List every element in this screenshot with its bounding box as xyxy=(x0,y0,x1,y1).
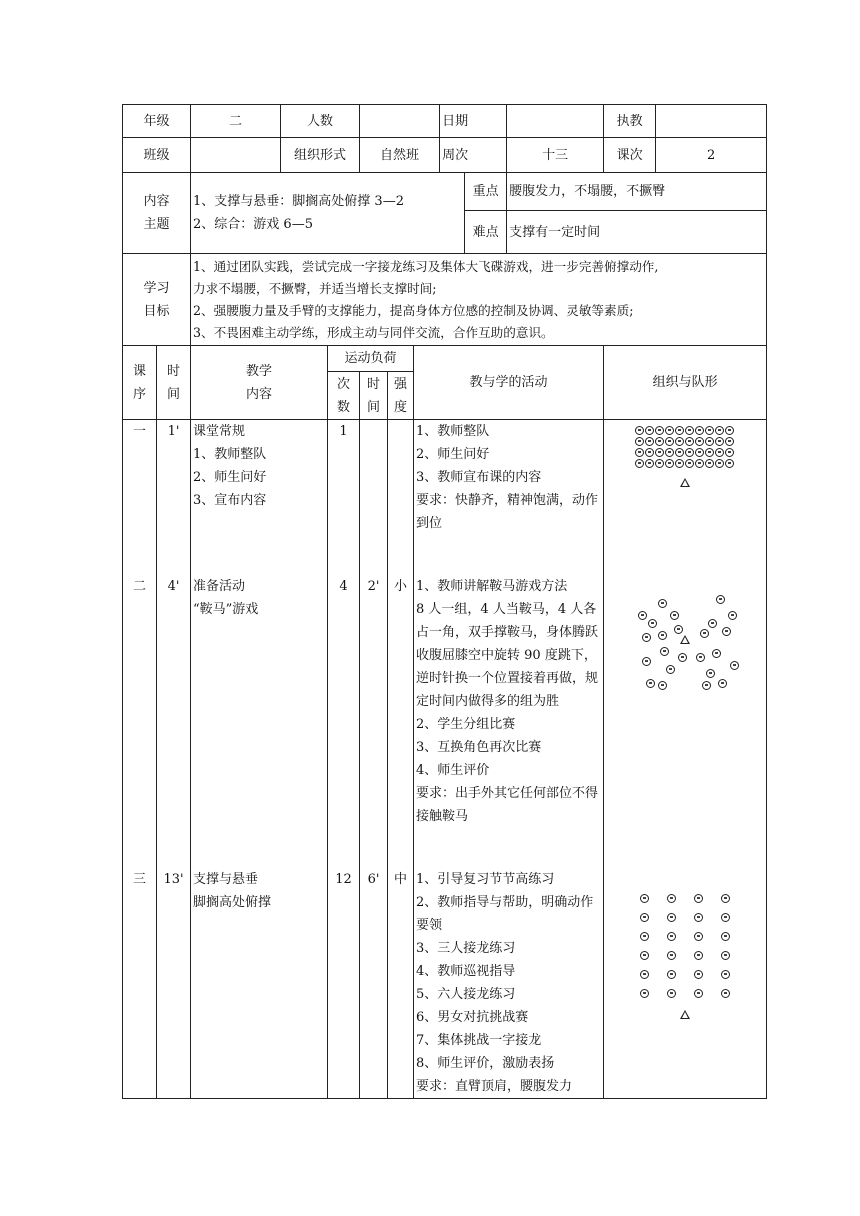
goals-lines: 1、通过团队实践，尝试完成一字接龙练习及集体大飞碟游戏，进一步完善俯撑动作, 力求不塌腰，不撅臀，并适当增长支撑时间; 2、强腰腹力量及手臂的支撑能力，提高身体方位感的控制及协调、灵敏等素质; 3、不畏困难主动学练，形成主动与同伴交流，合作互助的意识。 xyxy=(191,254,767,346)
key-label: 重点 xyxy=(465,173,507,211)
date-value xyxy=(507,105,604,138)
student-smiley-icon xyxy=(708,619,717,628)
student-smiley-icon xyxy=(700,629,709,638)
student-smiley-icon xyxy=(635,426,644,435)
student-smiley-icon xyxy=(635,459,644,468)
student-smiley-icon xyxy=(722,627,731,636)
col-intensity: 强 度 xyxy=(388,372,414,420)
student-smiley-icon xyxy=(696,653,705,662)
student-smiley-icon xyxy=(665,426,674,435)
student-smiley-icon xyxy=(702,681,711,690)
student-smiley-icon xyxy=(645,437,654,446)
student-smiley-icon xyxy=(667,932,676,941)
student-smiley-icon xyxy=(715,459,724,468)
student-smiley-icon xyxy=(695,437,704,446)
activity-3: 1、引导复习节节高练习 2、教师指导与帮助，明确动作 要领 3、三人接龙练习 4、教师巡视指导 5、六人接龙练习 6、男女对抗挑战赛 7、集体挑战一字接龙 8、师生评价，激励表扬 要求：直臂顶肩，腰腹发力 xyxy=(416,872,594,1094)
student-smiley-icon xyxy=(667,913,676,922)
col-reps: 次 数 xyxy=(328,372,360,420)
student-smiley-icon xyxy=(660,647,669,656)
student-smiley-icon xyxy=(640,970,649,979)
student-smiley-icon xyxy=(715,437,724,446)
student-smiley-icon xyxy=(715,426,724,435)
student-smiley-icon xyxy=(694,951,703,960)
student-smiley-icon xyxy=(705,426,714,435)
formation-3-grid xyxy=(604,894,766,998)
student-smiley-icon xyxy=(725,426,734,435)
student-smiley-icon xyxy=(694,970,703,979)
lesson-label: 课次 xyxy=(604,138,656,173)
student-smiley-icon xyxy=(721,989,730,998)
student-smiley-icon xyxy=(640,894,649,903)
student-smiley-icon xyxy=(655,426,664,435)
student-smiley-icon xyxy=(695,448,704,457)
student-smiley-icon xyxy=(694,913,703,922)
student-smiley-icon xyxy=(716,595,725,604)
student-smiley-icon xyxy=(730,661,739,670)
student-smiley-icon xyxy=(667,970,676,979)
student-smiley-icon xyxy=(725,459,734,468)
section-contents xyxy=(191,420,328,1099)
student-smiley-icon xyxy=(645,448,654,457)
formation-2-cluster xyxy=(630,589,740,694)
section-times: 1' 4' 13' xyxy=(157,420,191,1099)
student-smiley-icon xyxy=(721,913,730,922)
week-value: 十三 xyxy=(507,138,604,173)
student-smiley-icon xyxy=(665,437,674,446)
grade-label: 年级 xyxy=(123,105,191,138)
student-smiley-icon xyxy=(667,951,676,960)
student-smiley-icon xyxy=(667,989,676,998)
student-smiley-icon xyxy=(642,633,651,642)
student-smiley-icon xyxy=(715,448,724,457)
student-smiley-icon xyxy=(638,611,647,620)
student-smiley-icon xyxy=(645,426,654,435)
count-value xyxy=(360,105,440,138)
student-smiley-icon xyxy=(721,894,730,903)
student-smiley-icon xyxy=(685,448,694,457)
student-smiley-icon xyxy=(725,448,734,457)
student-smiley-icon xyxy=(712,649,721,658)
student-smiley-icon xyxy=(645,459,654,468)
student-smiley-icon xyxy=(665,448,674,457)
student-smiley-icon xyxy=(655,459,664,468)
activity-1: 1、教师整队 2、师生问好 3、教师宣布课的内容 要求：快静齐，精神饱满，动作 到位 xyxy=(416,424,599,531)
student-smiley-icon xyxy=(640,913,649,922)
student-smiley-icon xyxy=(640,932,649,941)
student-smiley-icon xyxy=(694,894,703,903)
week-label: 周次 xyxy=(440,138,507,173)
class-value xyxy=(191,138,281,173)
student-smiley-icon xyxy=(721,932,730,941)
student-smiley-icon xyxy=(640,989,649,998)
lesson-value: 2 xyxy=(656,138,767,173)
student-smiley-icon xyxy=(642,657,651,666)
student-smiley-icon xyxy=(705,448,714,457)
student-smiley-icon xyxy=(685,437,694,446)
goals-label: 学习 目标 xyxy=(123,254,191,346)
student-smiley-icon xyxy=(721,951,730,960)
hard-label: 难点 xyxy=(465,211,507,254)
student-smiley-icon xyxy=(670,611,679,620)
col-formation: 组织与队形 xyxy=(604,346,767,420)
col-load: 运动负荷 xyxy=(328,346,414,372)
student-smiley-icon xyxy=(635,437,644,446)
student-smiley-icon xyxy=(678,653,687,662)
student-smiley-icon xyxy=(675,437,684,446)
teacher-triangle-icon xyxy=(680,478,690,487)
student-smiley-icon xyxy=(695,459,704,468)
col-time: 时 间 xyxy=(157,346,191,420)
student-smiley-icon xyxy=(666,665,675,674)
student-smiley-icon xyxy=(725,437,734,446)
student-smiley-icon xyxy=(705,437,714,446)
student-smiley-icon xyxy=(646,679,655,688)
teacher-triangle-icon xyxy=(680,1010,690,1019)
student-smiley-icon xyxy=(655,448,664,457)
formation-1 xyxy=(604,426,766,581)
formation-3 xyxy=(604,894,766,1027)
lesson-plan xyxy=(122,104,740,1099)
student-smiley-icon xyxy=(635,448,644,457)
section-intensities: 小 中 xyxy=(388,420,414,1099)
activity-2: 1、教师讲解鞍马游戏方法 8 人一组，4 人当鞍马，4 人各 占一角，双手撑鞍马，身体腾跃 收腹屈膝空中旋转 90 度跳下， 逆时针换一个位置接着再做，规 定时间内做得多的组为胜 2、学生分组比赛 3、互换角色再次比赛 4、师生评价 要求：出手外其它任何部位不得 接触鞍马 xyxy=(416,579,599,824)
formation-1-grid xyxy=(604,426,766,468)
student-smiley-icon xyxy=(685,459,694,468)
content-1: 课堂常规 1、教师整队 2、师生问好 3、宣布内容 xyxy=(193,424,267,508)
class-label: 班级 xyxy=(123,138,191,173)
student-smiley-icon xyxy=(705,459,714,468)
student-smiley-icon xyxy=(655,437,664,446)
student-smiley-icon xyxy=(675,426,684,435)
student-smiley-icon xyxy=(694,989,703,998)
content-3: 支撑与悬垂 脚搁高处俯撑 xyxy=(193,872,272,910)
student-smiley-icon xyxy=(665,459,674,468)
student-smiley-icon xyxy=(721,970,730,979)
col-teach: 教学 内容 xyxy=(191,346,328,420)
student-smiley-icon xyxy=(685,426,694,435)
date-label: 日期 xyxy=(440,105,507,138)
org-label: 组织形式 xyxy=(281,138,360,173)
student-smiley-icon xyxy=(658,681,667,690)
col-order: 课 序 xyxy=(123,346,157,420)
section-orders: 一 二 三 xyxy=(123,420,157,1099)
hard-value: 支撑有一定时间 xyxy=(507,211,767,254)
section-formations xyxy=(604,420,767,1099)
student-smiley-icon xyxy=(658,599,667,608)
student-smiley-icon xyxy=(718,679,727,688)
section-activities xyxy=(414,420,604,1099)
student-smiley-icon xyxy=(695,426,704,435)
content-lines: 1、支撑与悬垂：脚搁高处俯撑 3—2 2、综合：游戏 6—5 xyxy=(191,173,465,254)
student-smiley-icon xyxy=(706,669,715,678)
section-load-times: 2' 6' xyxy=(360,420,388,1099)
key-value: 腰腹发力，不塌腰，不撅臀 xyxy=(507,173,767,211)
student-smiley-icon xyxy=(667,894,676,903)
formation-2 xyxy=(604,589,766,882)
student-smiley-icon xyxy=(658,631,667,640)
grade-value: 二 xyxy=(191,105,281,138)
student-smiley-icon xyxy=(674,625,683,634)
teacher-value xyxy=(656,105,767,138)
content-2: 准备活动 “鞍马”游戏 xyxy=(193,579,259,617)
count-label: 人数 xyxy=(281,105,360,138)
lesson-plan-table xyxy=(122,104,767,1099)
content-label: 内容 主题 xyxy=(123,173,191,254)
org-value: 自然班 xyxy=(360,138,440,173)
student-smiley-icon xyxy=(675,459,684,468)
student-smiley-icon xyxy=(640,951,649,960)
col-load-time: 时 间 xyxy=(360,372,388,420)
student-smiley-icon xyxy=(728,611,737,620)
student-smiley-icon xyxy=(694,932,703,941)
student-smiley-icon xyxy=(675,448,684,457)
teacher-triangle-icon xyxy=(680,635,690,644)
teacher-label: 执教 xyxy=(604,105,656,138)
section-reps: 1 4 12 xyxy=(328,420,360,1099)
student-smiley-icon xyxy=(648,619,657,628)
col-activity: 教与学的活动 xyxy=(414,346,604,420)
